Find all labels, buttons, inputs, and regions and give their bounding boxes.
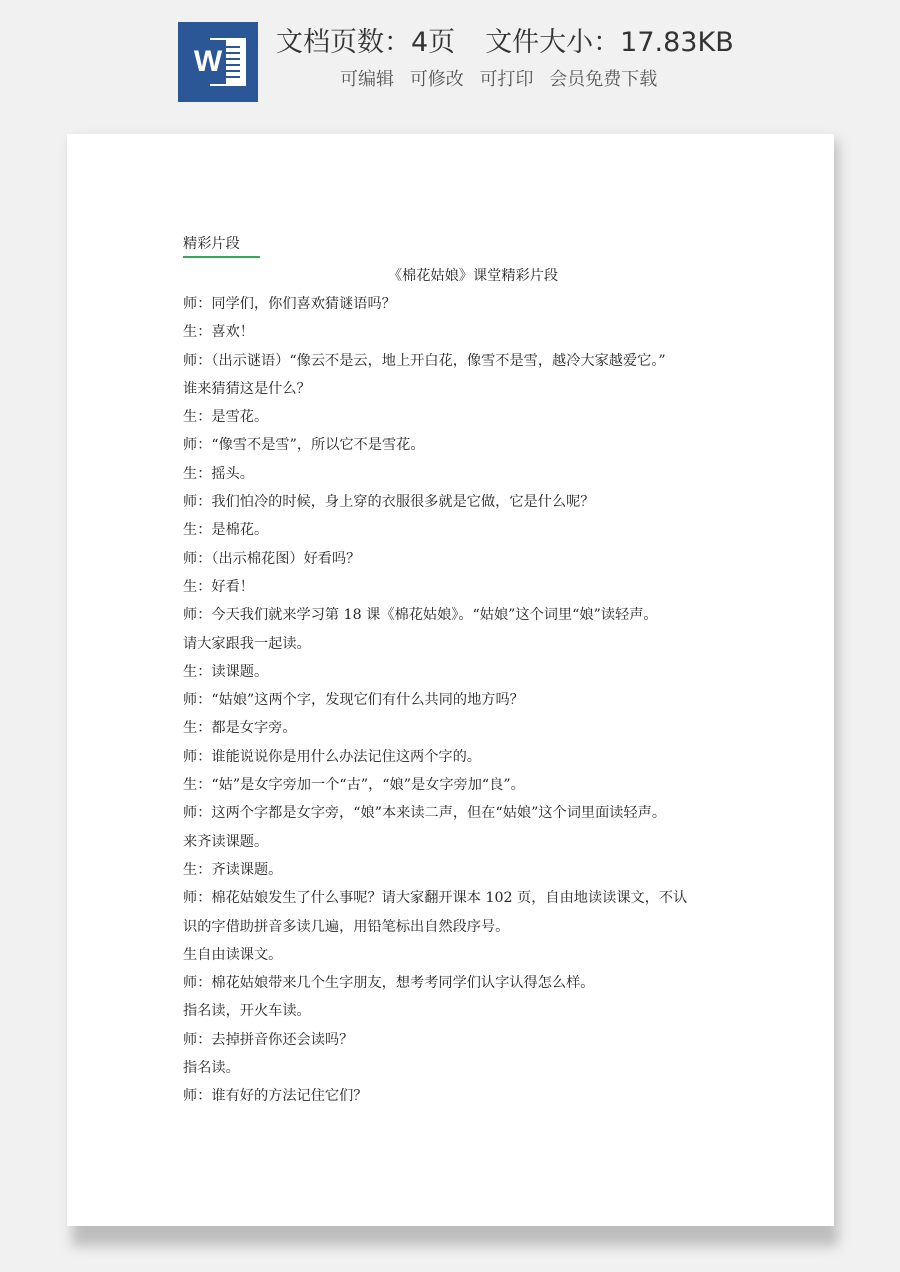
dialogue-line: 师：谁能说说你是用什么办法记住这两个字的。 bbox=[183, 748, 481, 765]
dialogue-line: 生：齐读课题。 bbox=[183, 861, 283, 878]
word-document-icon bbox=[178, 22, 258, 102]
page-count-label: 文档页数：4页 bbox=[276, 27, 456, 58]
dialogue-line: 生：喜欢！ bbox=[183, 324, 254, 341]
feature-modifiable: 可修改 bbox=[409, 69, 464, 90]
dialogue-line: 生：是雪花。 bbox=[183, 409, 269, 426]
feature-member-download: 会员免费下载 bbox=[549, 69, 658, 90]
dialogue-line: 师：谁有好的方法记住它们？ bbox=[183, 1088, 368, 1105]
dialogue-line: 生：“姑”是女字旁加一个“古”，“娘”是女字旁加“良”。 bbox=[183, 777, 525, 794]
dialogue-line: 师：棉花姑娘带来几个生字朋友，想考考同学们认字认得怎么样。 bbox=[183, 975, 595, 992]
dialogue-lines bbox=[183, 290, 743, 1111]
dialogue-line: 识的字借助拼音多读几遍，用铅笔标出自然段序号。 bbox=[183, 918, 510, 935]
dialogue-line: 师：（出示棉花图）好看吗？ bbox=[183, 550, 361, 567]
document-info-header bbox=[0, 0, 900, 120]
file-size-label: 文件大小：17.83KB bbox=[485, 27, 734, 58]
dialogue-line: 师：（出示谜语）“像云不是云，地上开白花，像雪不是雪，越冷大家越爱它。” bbox=[183, 352, 666, 369]
dialogue-line: 师：去掉拼音你还会读吗？ bbox=[183, 1031, 354, 1048]
dialogue-line: 师：棉花姑娘发生了什么事呢？请大家翻开课本 102 页，自由地读读课文，不认 bbox=[183, 890, 688, 907]
section-tag: 精彩片段 bbox=[183, 232, 260, 258]
dialogue-line: 生：好看！ bbox=[183, 578, 254, 595]
dialogue-line: 生：读课题。 bbox=[183, 663, 269, 680]
dialogue-line: 师：这两个字都是女字旁，“娘”本来读二声，但在“姑娘”这个词里面读轻声。 bbox=[183, 805, 667, 822]
dialogue-line: 师：同学们，你们喜欢猜谜语吗？ bbox=[183, 296, 396, 312]
document-body bbox=[183, 232, 743, 1111]
document-title: 《棉花姑娘》课堂精彩片段 bbox=[387, 268, 559, 284]
dialogue-line: 生：都是女字旁。 bbox=[183, 720, 297, 737]
feature-editable: 可编辑 bbox=[340, 69, 394, 90]
document-page bbox=[67, 134, 834, 1226]
feature-list bbox=[340, 65, 667, 91]
dialogue-line: 师：“姑娘”这两个字，发现它们有什么共同的地方吗？ bbox=[183, 692, 524, 709]
dialogue-line: 师：今天我们就来学习第 18 课《棉花姑娘》。“姑娘”这个词里“娘”读轻声。 bbox=[183, 607, 658, 624]
dialogue-line: 生自由读课文。 bbox=[183, 946, 283, 963]
dialogue-line: 生：是棉花。 bbox=[183, 522, 269, 539]
dialogue-line: 谁来猜猜这是什么？ bbox=[183, 380, 311, 397]
dialogue-line: 师：我们怕冷的时候，身上穿的衣服很多就是它做，它是什么呢？ bbox=[183, 494, 595, 511]
word-letter: W bbox=[190, 40, 226, 84]
dialogue-line: 生：摇头。 bbox=[183, 465, 254, 482]
dialogue-line: 师：“像雪不是雪”，所以它不是雪花。 bbox=[183, 437, 425, 454]
file-stats bbox=[276, 20, 734, 60]
dialogue-line: 指名读，开火车读。 bbox=[183, 1003, 311, 1020]
dialogue-line: 请大家跟我一起读。 bbox=[183, 635, 311, 652]
dialogue-line: 指名读。 bbox=[183, 1060, 240, 1077]
dialogue-line: 来齐读课题。 bbox=[183, 833, 269, 850]
feature-printable: 可打印 bbox=[479, 69, 534, 90]
